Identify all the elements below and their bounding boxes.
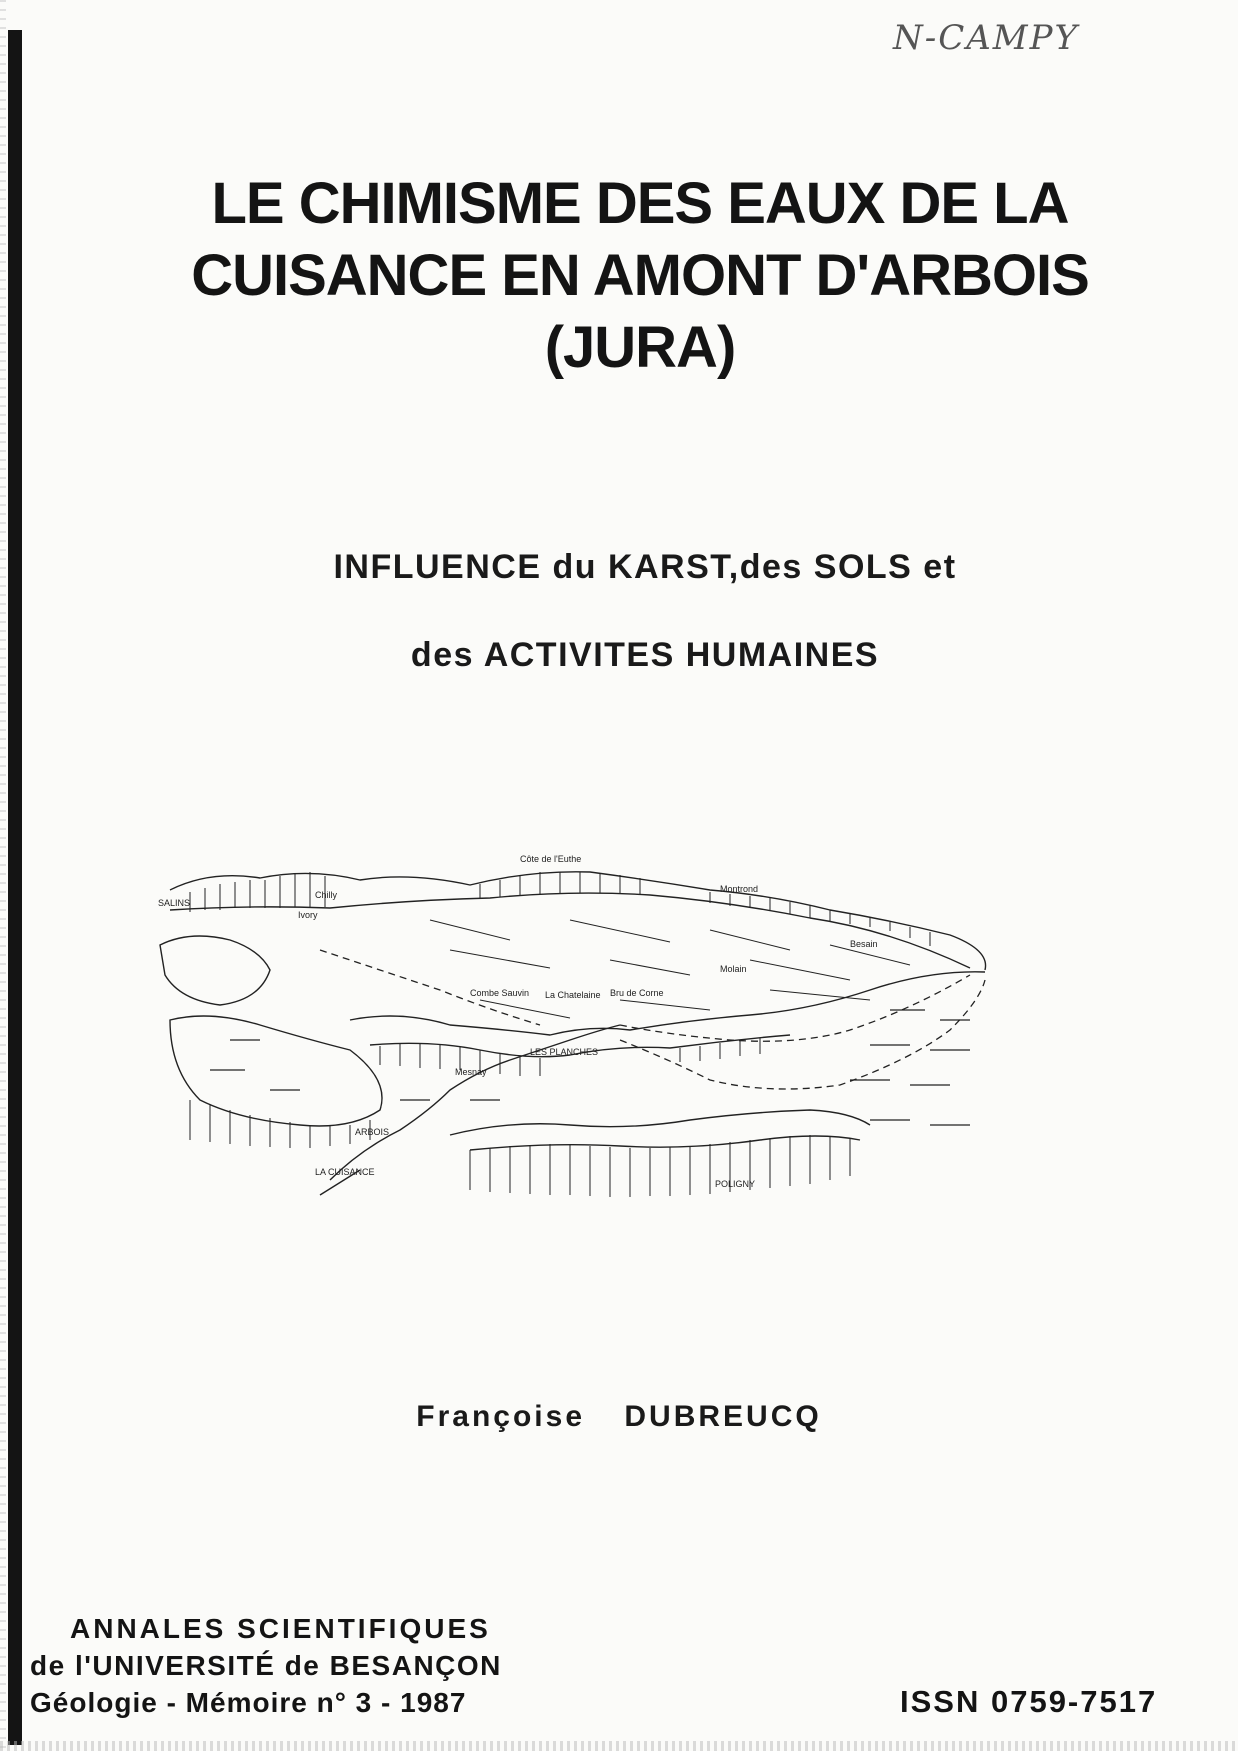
label-ivory: Ivory <box>298 910 318 920</box>
scan-edge-speckle <box>0 0 6 1751</box>
left-lobe-2 <box>170 1016 382 1126</box>
binding-spine <box>8 30 22 1745</box>
scan-bottom-noise <box>0 1741 1238 1751</box>
subtitle-line-2: des ACTIVITES HUMAINES <box>410 636 880 674</box>
publisher-block <box>30 1610 550 1721</box>
title-line-1: LE CHIMISME DES EAUX DE LA <box>211 171 1069 236</box>
handwritten-note: N-CAMPY <box>893 18 1079 58</box>
label-bru: Bru de Corne <box>610 988 664 998</box>
left-lobe-1 <box>160 936 270 1005</box>
label-arbois: ARBOIS <box>355 1127 390 1137</box>
label-cuisance: LA CUISANCE <box>315 1167 375 1177</box>
label-montrond: Montrond <box>720 884 759 894</box>
underground-flow-3 <box>620 980 985 1089</box>
label-chilly: Chilly <box>315 890 338 900</box>
front-ridge-1 <box>450 1110 870 1135</box>
label-mesnay: Mesnay <box>455 1067 487 1077</box>
label-planches: LES PLANCHES <box>530 1047 599 1057</box>
label-cote: Côte de l'Euthe <box>520 854 582 864</box>
author-first-name: Françoise <box>416 1400 586 1433</box>
label-poligny: POLIGNY <box>715 1179 756 1189</box>
title-line-3: (JURA) <box>544 315 736 380</box>
author-last-name: DUBREUCQ <box>624 1400 822 1433</box>
publisher-line-1: ANNALES SCIENTIFIQUES <box>70 1613 491 1644</box>
author <box>0 1400 1238 1434</box>
label-combe: Combe Sauvin <box>470 988 530 998</box>
title-line-2: CUISANCE EN AMONT D'ARBOIS <box>191 243 1089 308</box>
publisher-line-3: Géologie - Mémoire n° 3 - 1987 <box>30 1687 467 1718</box>
label-salins: SALINS <box>158 898 191 908</box>
underground-flow-2 <box>620 975 970 1041</box>
label-besain: Besain <box>850 939 878 949</box>
issn: ISSN 0759-7517 <box>900 1684 1158 1719</box>
front-ridge-2 <box>470 1136 860 1150</box>
mid-terrace-upper <box>350 972 985 1035</box>
document-title <box>140 168 1140 384</box>
back-ridge-base <box>170 893 970 968</box>
label-molain: Molain <box>720 964 747 974</box>
label-chatelaine: La Chatelaine <box>545 990 601 1000</box>
publisher-line-2: de l'UNIVERSITÉ de BESANÇON <box>30 1650 502 1681</box>
back-ridge-line <box>170 872 986 970</box>
karst-landscape-illustration <box>150 850 1110 1270</box>
subtitle-line-1: INFLUENCE du KARST,des SOLS et <box>333 548 957 586</box>
